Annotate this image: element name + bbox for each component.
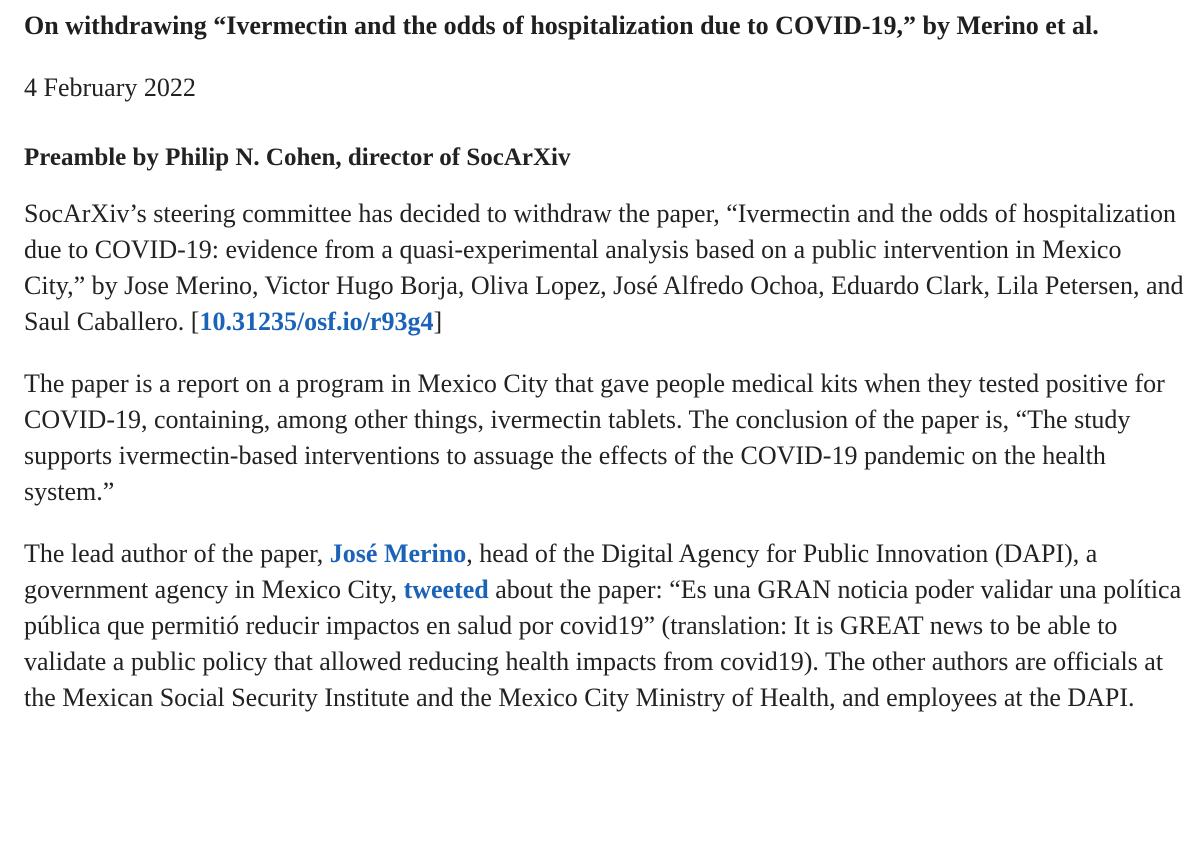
paragraph-withdrawal-text: SocArXiv’s steering committee has decided to withdraw the paper, “Ivermectin and the odds of hospitalization due to COVID-19: evidence from a quasi-experimental analysis based on a public intervention in Mexico City,” by Jose Merino, Victor Hugo Borja, Oliva Lopez, José Alfredo Ochoa, Eduardo Clark, Lila Petersen, and Saul Caballero. [ (24, 199, 1184, 336)
tweet-link[interactable]: tweeted (403, 575, 489, 604)
author-link[interactable]: José Merino (329, 539, 467, 568)
lead-author-text-b: , head of the Digital Agency for Public Innovation (DAPI), a government agency in Mexico City, (24, 539, 1098, 604)
lead-author-text-a: The lead author of the paper, (24, 539, 330, 568)
preamble-heading: Preamble by Philip N. Cohen, director of SocArXiv (24, 144, 571, 171)
article-title: On withdrawing “Ivermectin and the odds of hospitalization due to COVID-19,” by Merino et al. (24, 11, 1099, 40)
paragraph-withdrawal (24, 196, 1186, 340)
paragraph-lead-author (24, 536, 1186, 716)
article-date: 4 February 2022 (24, 73, 196, 102)
paragraph-summary: The paper is a report on a program in Mexico City that gave people medical kits when they tested positive for COVID-19, containing, among other things, ivermectin tablets. The conclusion of the paper is, “The study supports ivermectin-based interventions to assuage the effects of the COVID-19 pandemic on the health system.” (24, 369, 1165, 506)
doi-link[interactable]: 10.31235/osf.io/r93g4 (199, 307, 434, 336)
lead-author-text-c: about the paper: “Es una GRAN noticia poder validar una política pública que permitió reducir impactos en salud por covid19” (translation: It is GREAT news to be able to validate a public policy that allowed reducing health impacts from covid19). The other authors are officials at the Mexican Social Security Institute and the Mexico City Ministry of Health, and employees at the DAPI. (24, 575, 1182, 712)
doi-bracket-close: ] (433, 307, 443, 336)
